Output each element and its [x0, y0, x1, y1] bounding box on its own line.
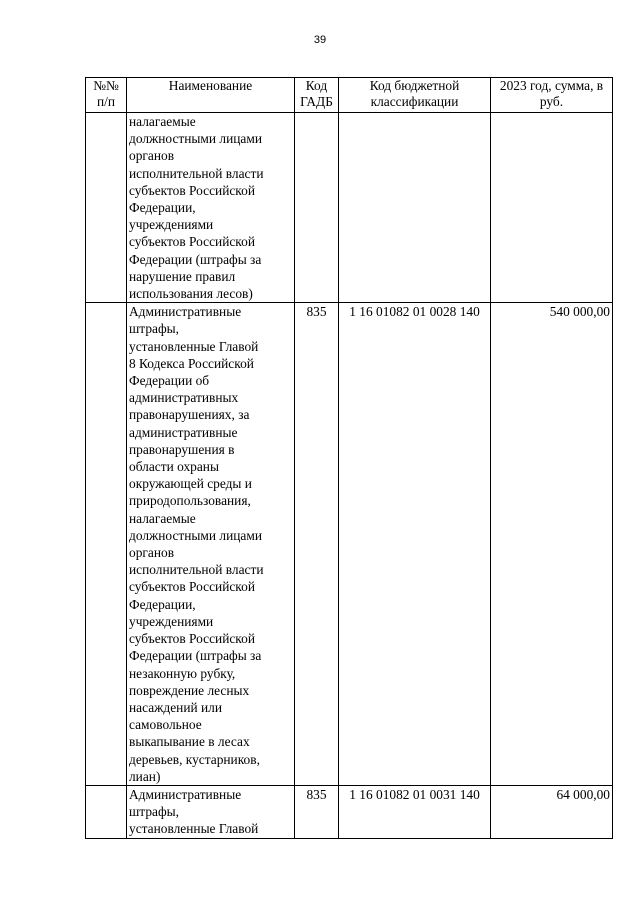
name-line: учреждениями [129, 613, 214, 629]
cell-num [86, 785, 127, 838]
name-line: Федерации, [129, 200, 196, 216]
name-line: Административные [129, 786, 242, 802]
name-line: деревьев, кустарников, [129, 751, 260, 767]
name-line: повреждение лесных [129, 682, 250, 698]
header-num: №№ п/п [86, 78, 127, 113]
name-line: окружающей среды и [129, 476, 252, 492]
cell-num [86, 303, 127, 786]
name-line: административные [129, 424, 238, 440]
name-line: Федерации об [129, 373, 210, 389]
name-line: штрафы, [129, 321, 179, 337]
name-line: органов [129, 545, 175, 561]
cell-sum: 540 000,00 [491, 303, 613, 786]
cell-name [127, 113, 295, 303]
cell-kbk [339, 113, 491, 303]
cell-gadb [295, 113, 339, 303]
name-line: субъектов Российской [129, 234, 255, 250]
cell-kbk: 1 16 01082 01 0028 140 [339, 303, 491, 786]
cell-gadb: 835 [295, 785, 339, 838]
name-line: 8 Кодекса Российской [129, 355, 254, 371]
name-line: нарушение правил [129, 268, 236, 284]
table-row [86, 303, 613, 786]
name-line: органов [129, 148, 175, 164]
budget-table [85, 77, 613, 839]
name-line: административных [129, 390, 239, 406]
header-name: Наименование [127, 78, 295, 113]
name-line: субъектов Российской [129, 631, 255, 647]
name-line: правонарушения в [129, 441, 235, 457]
name-line: субъектов Российской [129, 182, 255, 198]
name-line: лиан) [129, 768, 161, 784]
cell-name [127, 303, 295, 786]
name-line: Федерации (штрафы за [129, 648, 262, 664]
name-line: должностными лицами [129, 527, 263, 543]
header-gadb: Код ГАДБ [295, 78, 339, 113]
cell-sum [491, 113, 613, 303]
name-line: установленные Главой [129, 821, 259, 837]
name-line: использования лесов) [129, 286, 253, 302]
name-line: правонарушениях, за [129, 407, 250, 423]
table-body [86, 113, 613, 839]
cell-kbk: 1 16 01082 01 0031 140 [339, 785, 491, 838]
table-header-row [86, 78, 613, 113]
name-line: Федерации (штрафы за [129, 251, 262, 267]
name-line: Административные [129, 304, 242, 320]
name-line: учреждениями [129, 217, 214, 233]
name-line: самовольное [129, 717, 202, 733]
name-line: природопользования, [129, 493, 251, 509]
cell-num [86, 113, 127, 303]
name-line: выкапывание в лесах [129, 734, 250, 750]
cell-name [127, 785, 295, 838]
name-line: Федерации, [129, 596, 196, 612]
header-sum: 2023 год, сумма, в руб. [491, 78, 613, 113]
name-line: исполнительной власти [129, 562, 264, 578]
cell-gadb: 835 [295, 303, 339, 786]
table-row [86, 785, 613, 838]
name-line: налагаемые [129, 114, 196, 129]
name-line: области охраны [129, 459, 219, 475]
name-line: незаконную рубку, [129, 665, 236, 681]
cell-sum: 64 000,00 [491, 785, 613, 838]
name-line: исполнительной власти [129, 165, 264, 181]
header-kbk: Код бюджетной классификации [339, 78, 491, 113]
name-line: установленные Главой [129, 338, 259, 354]
table-row [86, 113, 613, 303]
name-line: субъектов Российской [129, 579, 255, 595]
name-line: насаждений или [129, 699, 223, 715]
name-line: налагаемые [129, 510, 196, 526]
name-line: должностными лицами [129, 131, 263, 147]
page-number: 39 [313, 34, 327, 46]
name-line: штрафы, [129, 804, 179, 820]
